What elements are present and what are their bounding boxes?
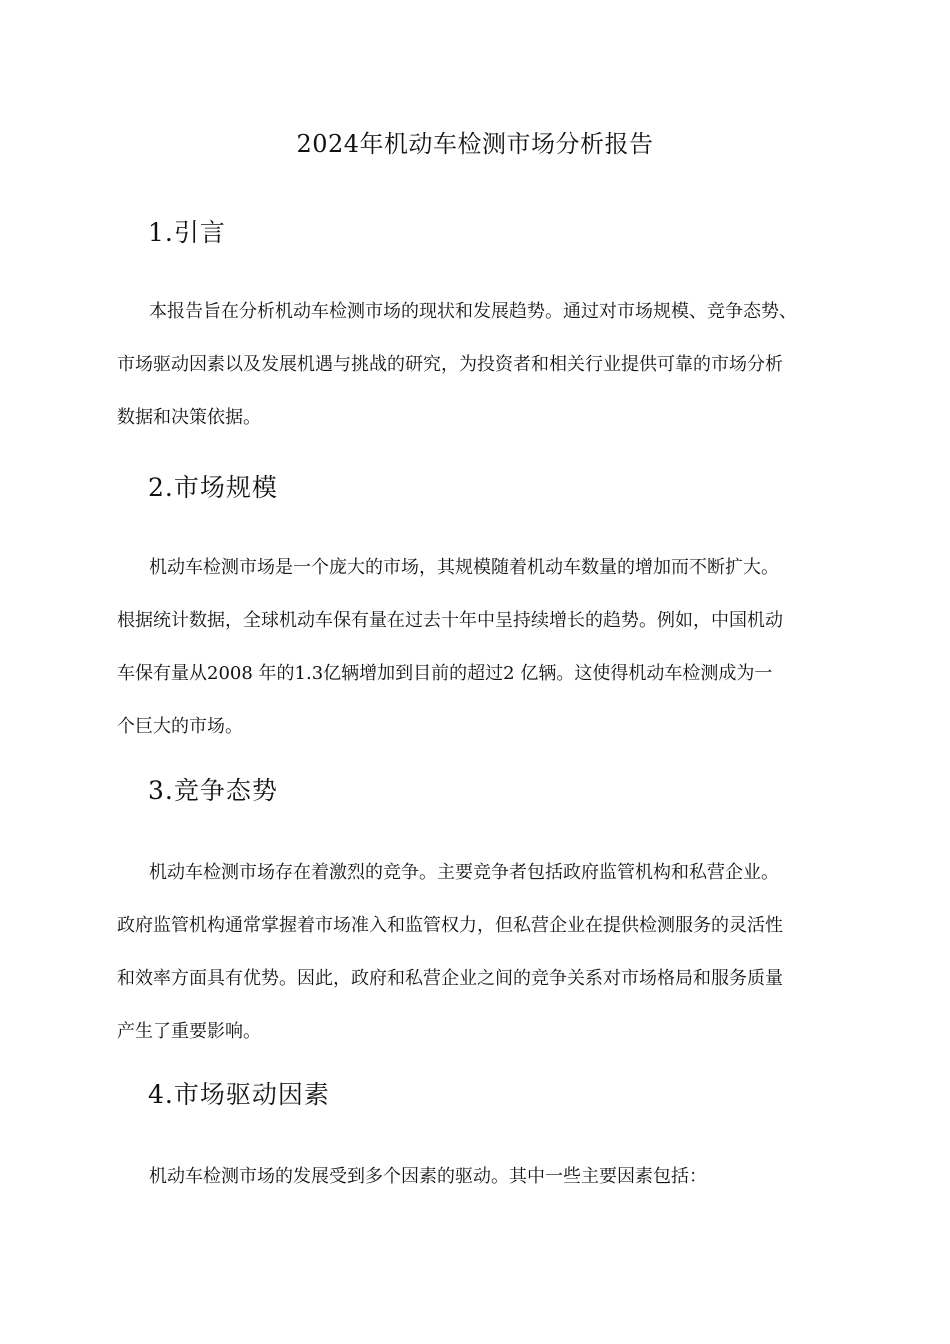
section-paragraph-competition <box>117 859 839 1045</box>
paragraph-line: 政府监管机构通常掌握着市场准入和监管权力，但私营企业在提供检测服务的灵活性 <box>117 915 783 936</box>
section-paragraph-market-drivers <box>117 1163 839 1190</box>
paragraph-line: 和效率方面具有优势。因此，政府和私营企业之间的竞争关系对市场格局和服务质量 <box>117 968 783 989</box>
paragraph-line: 机动车检测市场是一个庞大的市场，其规模随着机动车数量的增加而不断扩大。 <box>149 557 779 578</box>
document-title: 2024年机动车检测市场分析报告 <box>296 130 654 158</box>
section-paragraph-market-size <box>117 554 839 740</box>
paragraph-line: 车保有量从2008 年的1.3亿辆增加到目前的超过2 亿辆。这使得机动车检测成为一 <box>117 663 773 684</box>
section-heading-introduction: 1.引言 <box>148 218 226 247</box>
paragraph-line: 个巨大的市场。 <box>117 716 243 737</box>
paragraph-line: 本报告旨在分析机动车检测市场的现状和发展趋势。通过对市场规模、竞争态势、 <box>149 301 797 322</box>
paragraph-line: 机动车检测市场存在着激烈的竞争。主要竞争者包括政府监管机构和私营企业。 <box>149 862 779 883</box>
paragraph-line: 根据统计数据，全球机动车保有量在过去十年中呈持续增长的趋势。例如，中国机动 <box>117 610 783 631</box>
paragraph-line: 产生了重要影响。 <box>117 1021 261 1042</box>
paragraph-line: 数据和决策依据。 <box>117 407 261 428</box>
paragraph-line: 市场驱动因素以及发展机遇与挑战的研究，为投资者和相关行业提供可靠的市场分析 <box>117 354 783 375</box>
section-heading-competition: 3.竞争态势 <box>148 776 278 805</box>
section-heading-market-size: 2.市场规模 <box>148 473 278 502</box>
section-paragraph-introduction <box>117 298 839 431</box>
paragraph-line: 机动车检测市场的发展受到多个因素的驱动。其中一些主要因素包括： <box>149 1166 707 1187</box>
section-heading-market-drivers: 4.市场驱动因素 <box>148 1080 330 1109</box>
